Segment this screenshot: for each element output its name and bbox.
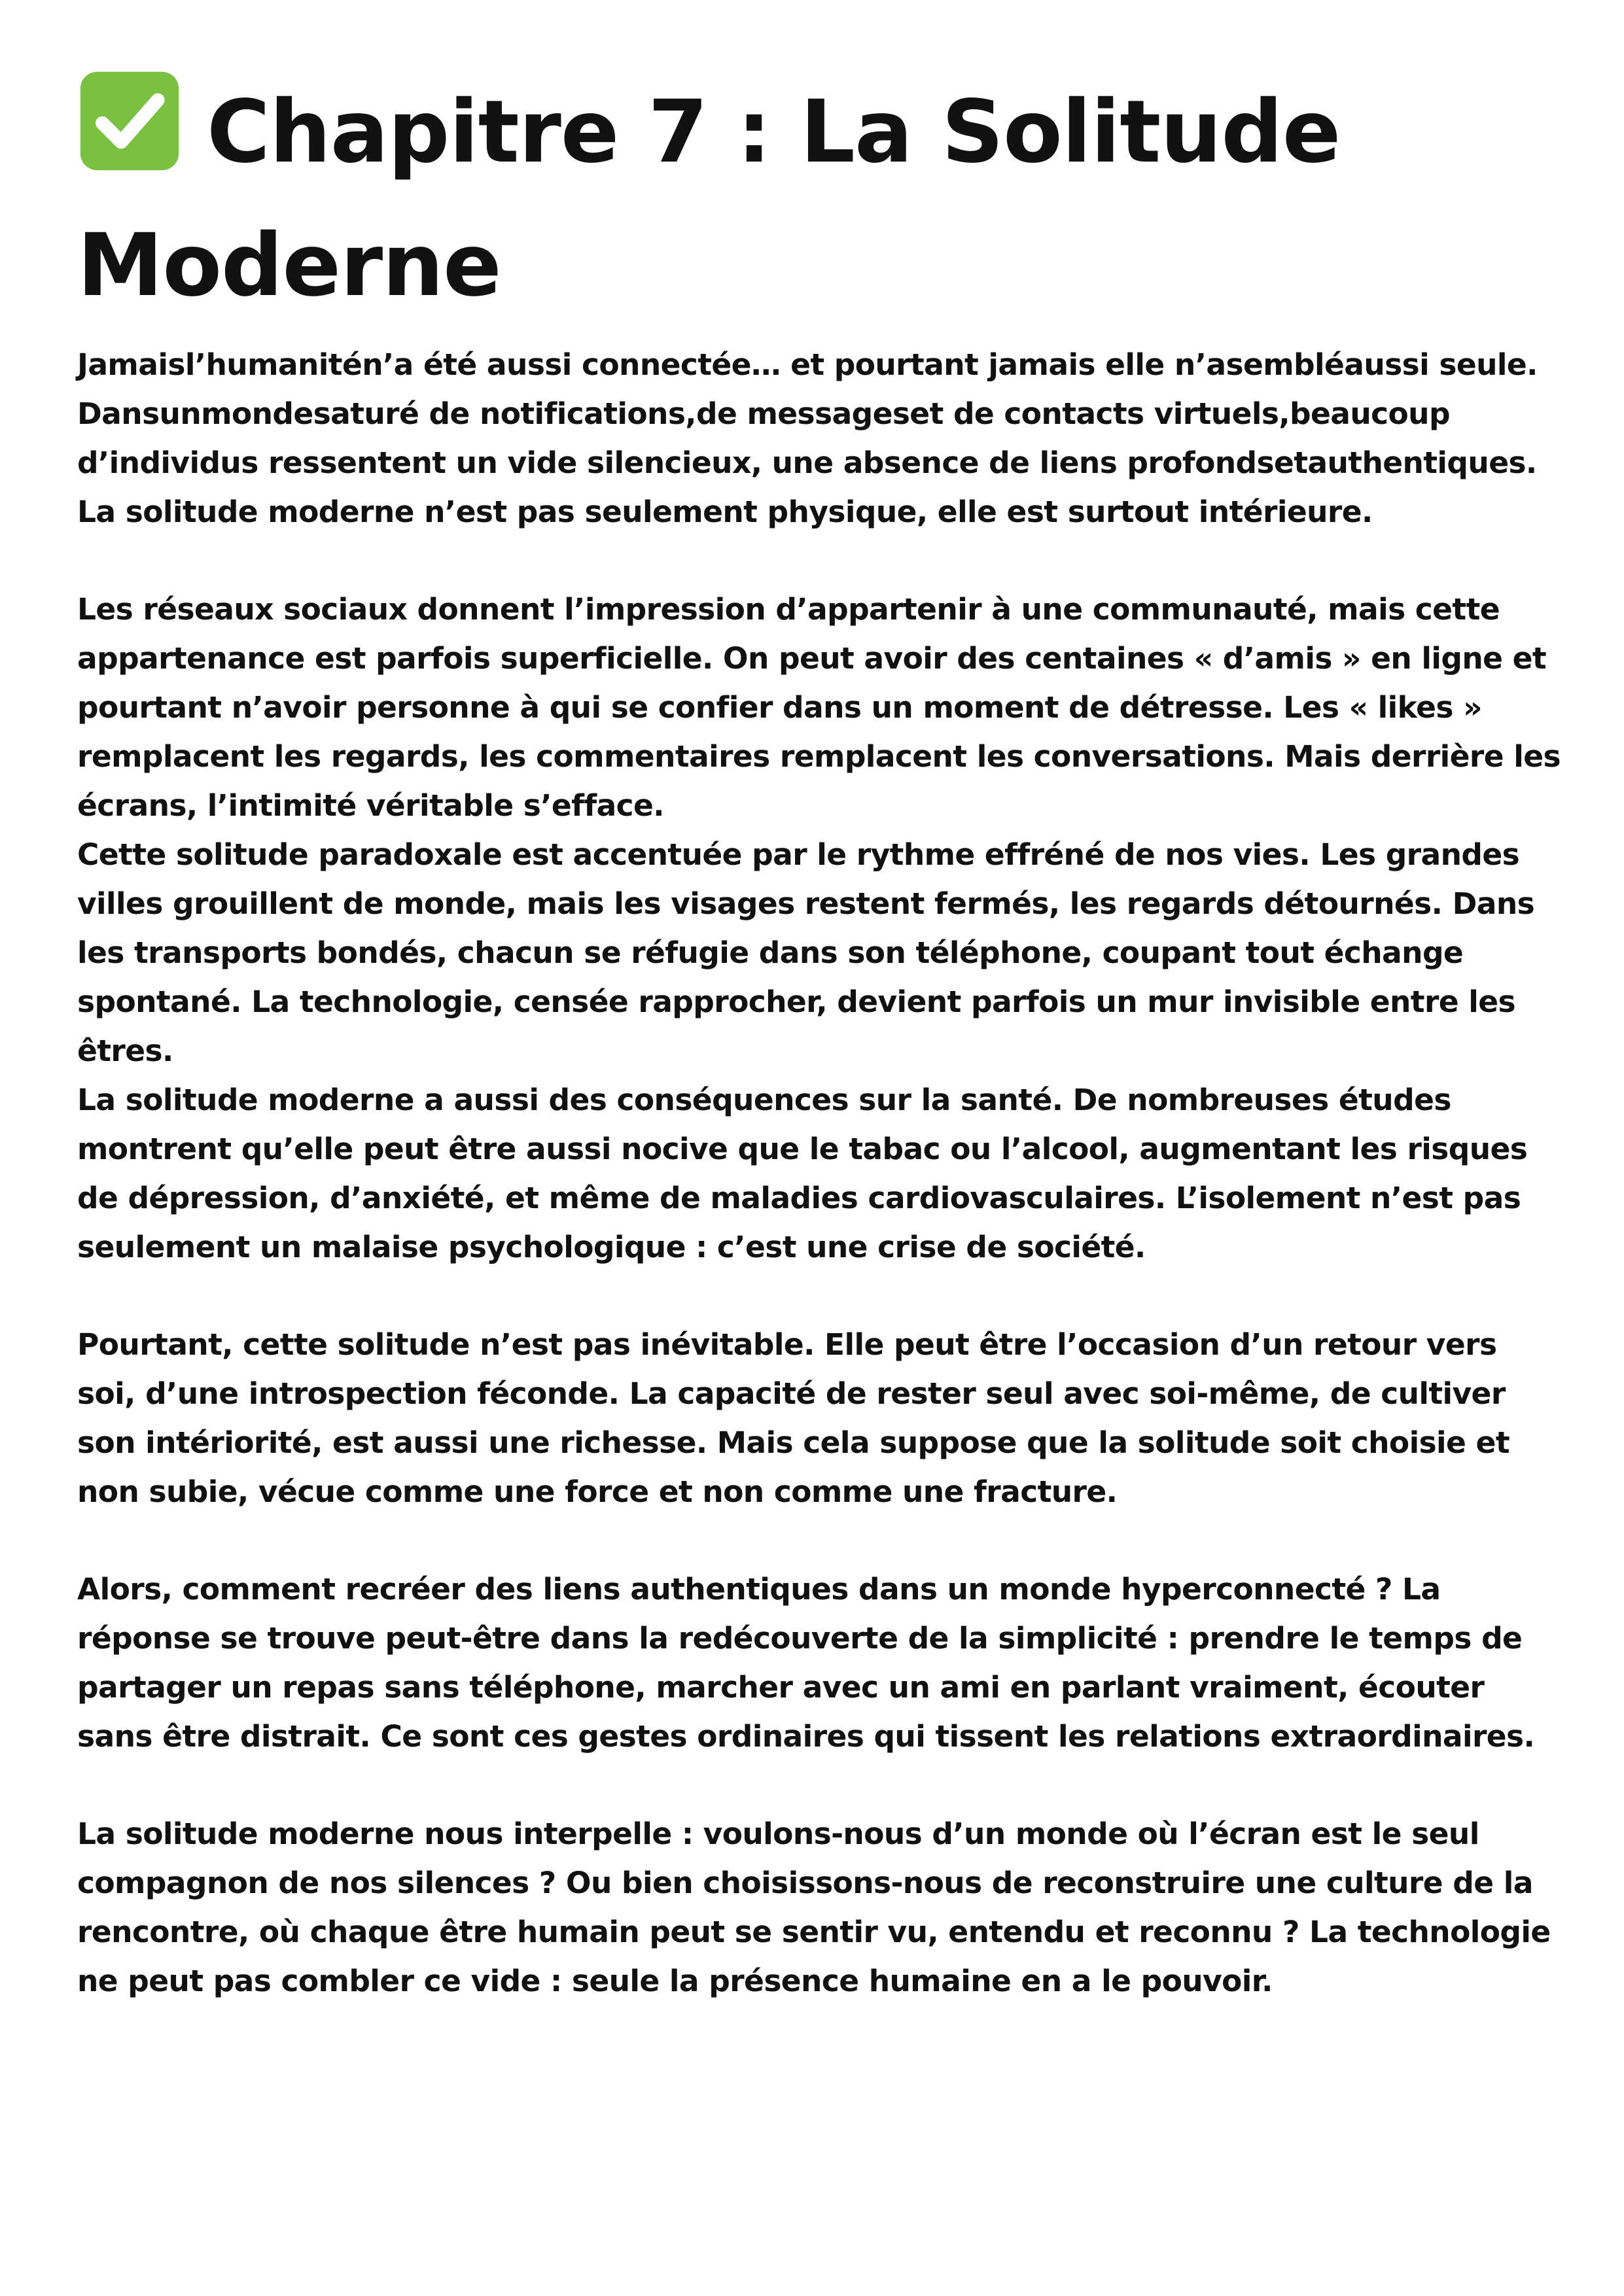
paragraph-health-consequences: La solitude moderne a aussi des conséquences sur la santé. De nombreuses études montrent qu’elle peut être aussi nocive que le tabac ou l’alcool, augmentant les risques de dépression, d’anxiété, et même de maladies cardiovasculaires. L’isolement n’est pas seulement un malaise psychologique : c’est une crise de société. xyxy=(77,1083,1528,1264)
chapter-title: Chapitre 7 : La Solitude Moderne xyxy=(77,82,1341,316)
paragraph-intro: Jamaisl’humanitén’a été aussi connectée… et pourtant jamais elle n’asembléaussi seule. Dansunmondesaturé de notifications,de messageset de contacts virtuels,beaucoup d’individus ressentent un vide silencieux, une absence de liens profondsetauthentiques. La solitude moderne n’est pas seulement physique, elle est surtout intérieure. xyxy=(77,347,1538,529)
chapter-body xyxy=(77,340,1562,2006)
paragraph-introspection: Pourtant, cette solitude n’est pas inévitable. Elle peut être l’occasion d’un retour vers soi, d’une introspection féconde. La capacité de rester seul avec soi-même, de cultiver son intériorité, est aussi une richesse. Mais cela suppose que la solitude soit choisie et non subie, vécue comme une force et non comme une fracture. xyxy=(77,1327,1509,1509)
paragraph-authentic-links: Alors, comment recréer des liens authentiques dans un monde hyperconnecté ? La réponse se trouve peut-être dans la redécouverte de la simplicité : prendre le temps de partager un repas sans téléphone, marcher avec un ami en parlant vraiment, écouter sans être distrait. Ce sont ces gestes ordinaires qui tissent les relations extraordinaires. xyxy=(77,1572,1535,1754)
paragraph-spacer xyxy=(77,1516,1562,1565)
check-mark-button-icon xyxy=(77,69,182,173)
paragraph-social-networks: Les réseaux sociaux donnent l’impression d’appartenir à une communauté, mais cette appartenance est parfois superficielle. On peut avoir des centaines « d’amis » en ligne et pourtant n’avoir personne à qui se confier dans un moment de détresse. Les « likes » remplacent les regards, les commentaires remplacent les conversations. Mais derrière les écrans, l’intimité véritable s’efface. xyxy=(77,592,1561,823)
paragraph-spacer xyxy=(77,1761,1562,1809)
paragraph-paradoxical-solitude: Cette solitude paradoxale est accentuée par le rythme effréné de nos vies. Les grandes villes grouillent de monde, mais les visages restent fermés, les regards détournés. Dans les transports bondés, chacun se réfugie dans son téléphone, coupant tout échange spontané. La technologie, censée rapprocher, devient parfois un mur invisible entre les êtres. xyxy=(77,837,1535,1068)
chapter-heading xyxy=(77,65,1562,332)
paragraph-spacer xyxy=(77,536,1562,585)
paragraph-conclusion: La solitude moderne nous interpelle : voulons-nous d’un monde où l’écran est le seul compagnon de nos silences ? Ou bien choisissons-nous de reconstruire une culture de la rencontre, où chaque être humain peut se sentir vu, entendu et reconnu ? La technologie ne peut pas combler ce vide : seule la présence humaine en a le pouvoir. xyxy=(77,1817,1551,1998)
document-page xyxy=(77,65,1562,2006)
paragraph-spacer xyxy=(77,1272,1562,1320)
